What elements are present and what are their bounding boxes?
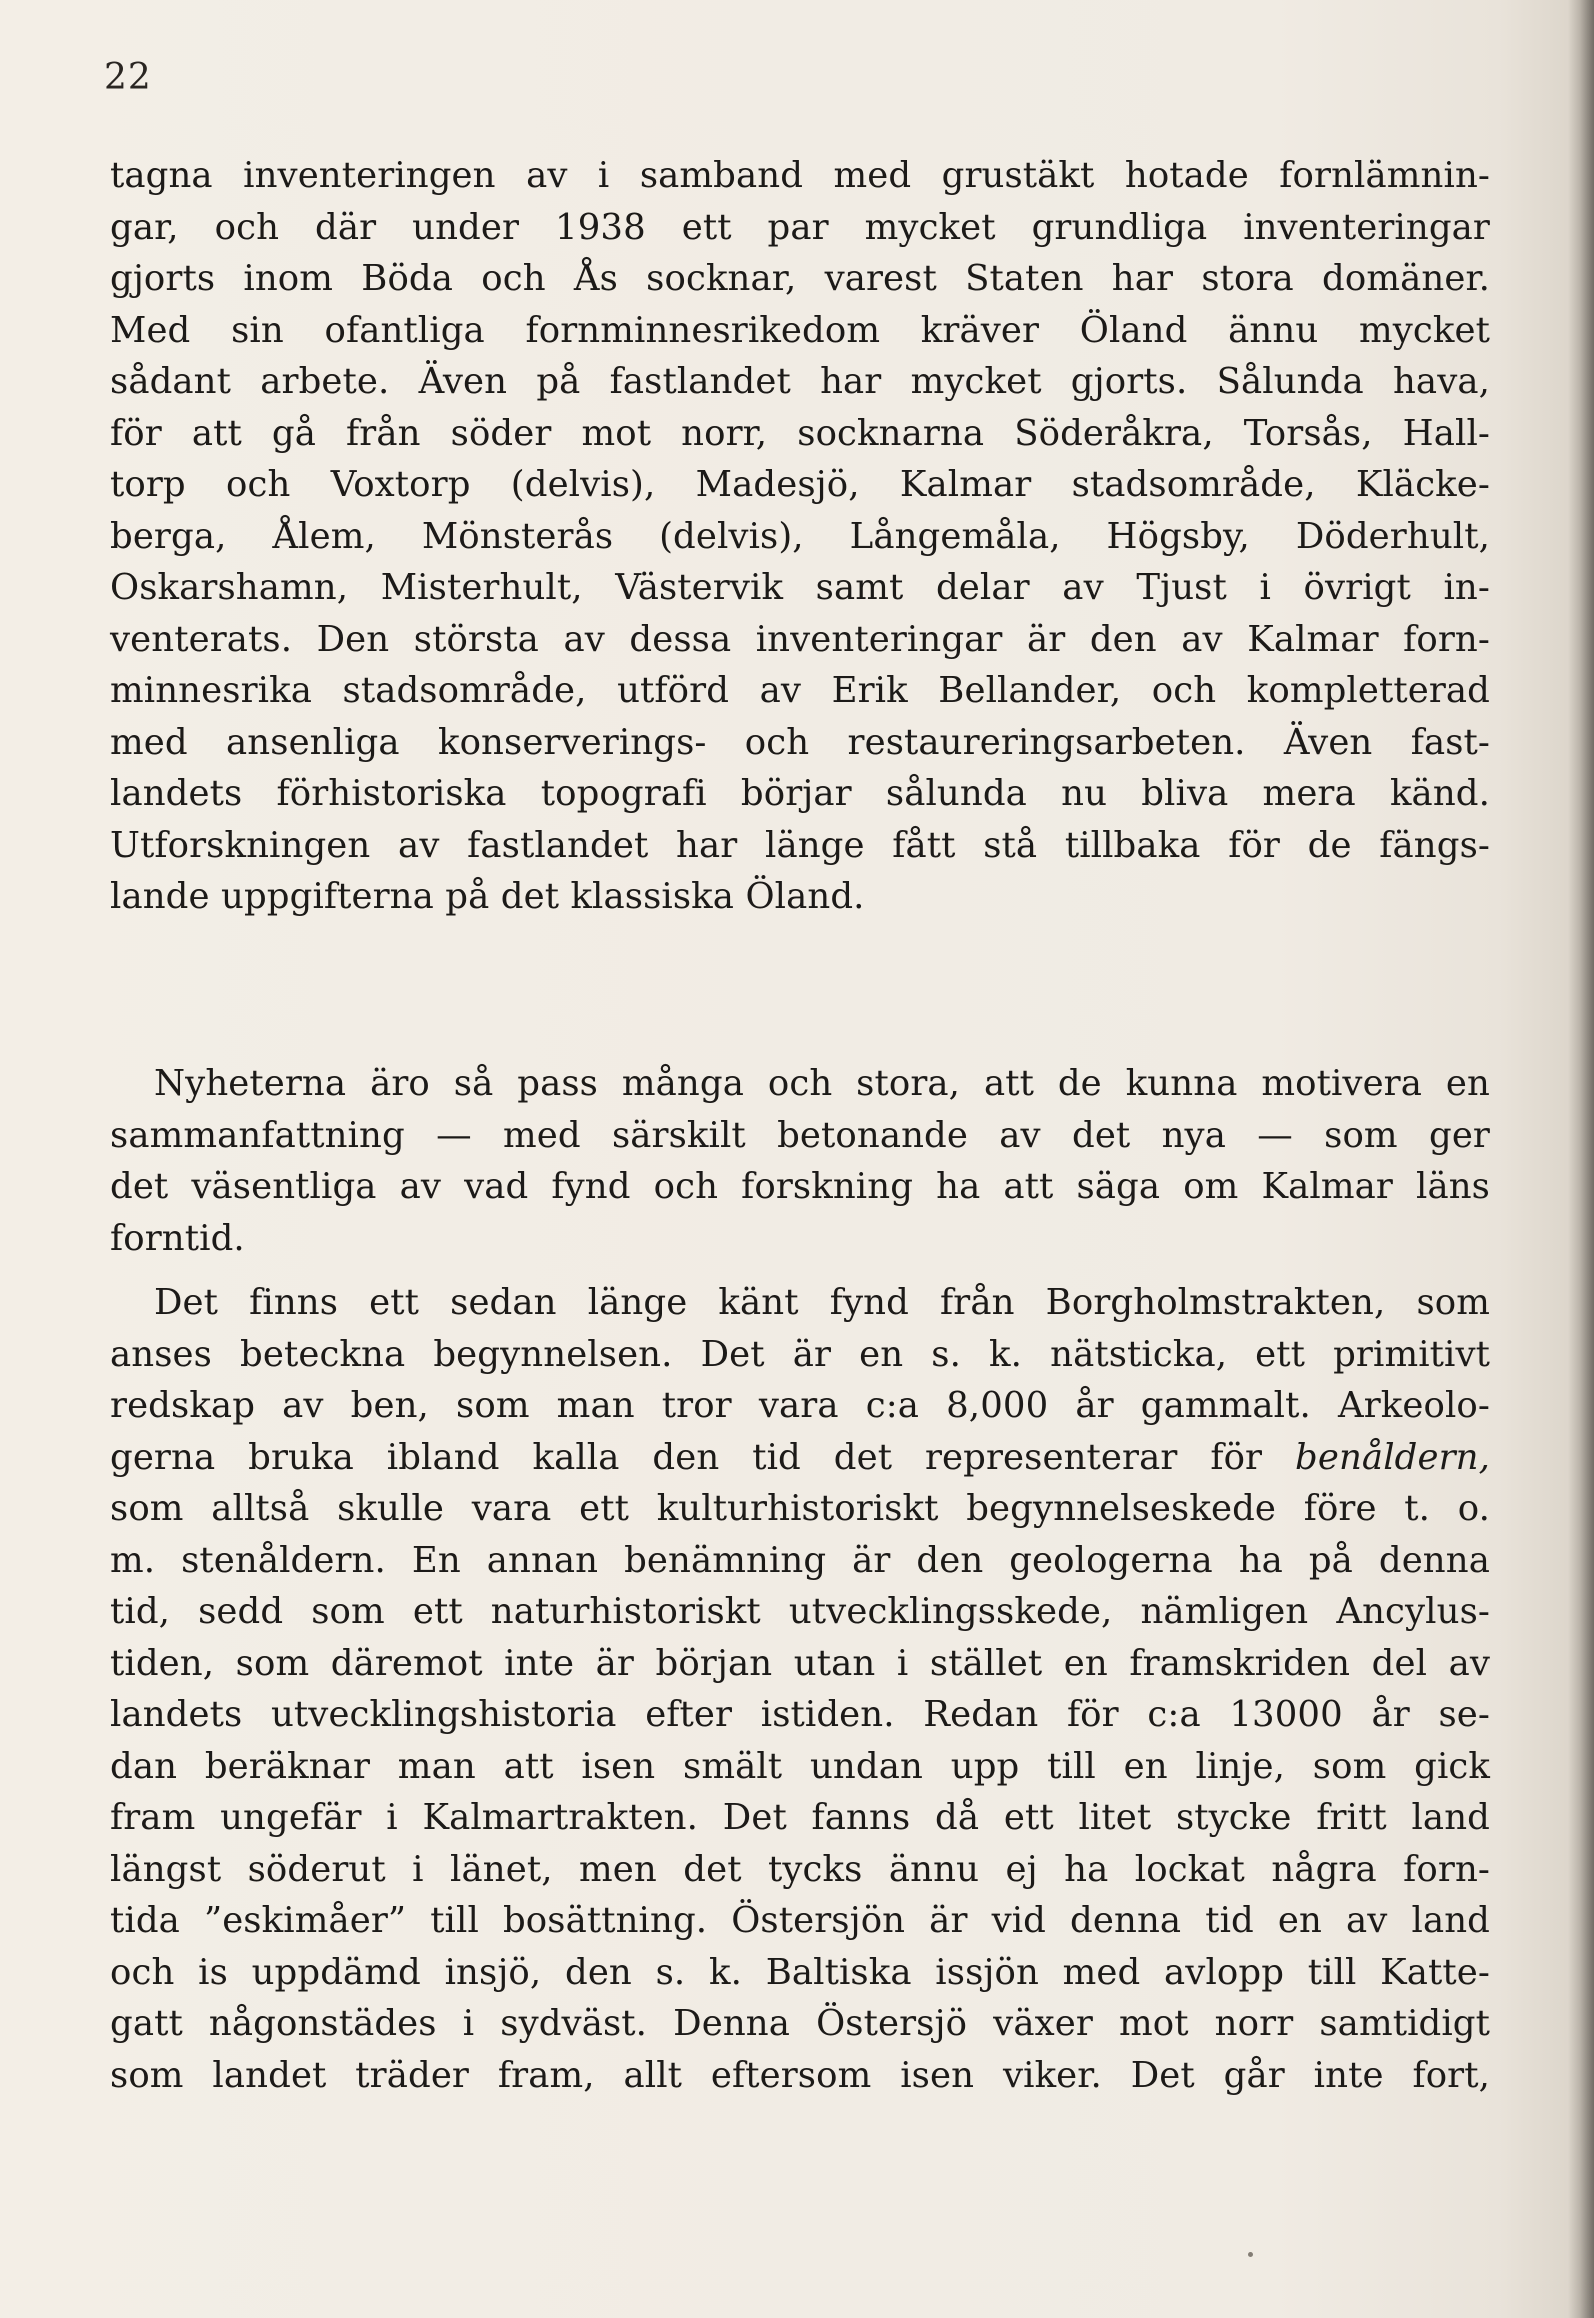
text-line: och is uppdämd insjö, den s. k. Baltiska issjön med avlopp till Katte-: [110, 1951, 1490, 1993]
text-line-with-italic: [110, 1432, 1490, 1484]
text-line: landets förhistoriska topografi börjar sålunda nu bliva mera känd.: [110, 773, 1490, 814]
text-line: tida ”eskimåer” till bosättning. Östersjön är vid denna tid en av land: [110, 1900, 1490, 1941]
text-line: berga, Ålem, Mönsterås (delvis), Långemåla, Högsby, Döderhult,: [110, 515, 1490, 557]
text-line: fram ungefär i Kalmartrakten. Det fanns då ett litet stycke fritt land: [110, 1797, 1490, 1838]
text-line: längst söderut i länet, men det tycks ännu ej ha lockat några forn-: [110, 1848, 1490, 1890]
text-line: forntid.: [110, 1217, 245, 1259]
text-line: minnesrika stadsområde, utförd av Erik Bellander, och kompletterad: [110, 670, 1490, 711]
text-line: Nyheterna äro så pass många och stora, att de kunna motivera en: [154, 1063, 1490, 1104]
text-line: redskap av ben, som man tror vara c:a 8,000 år gammalt. Arkeolo-: [110, 1385, 1490, 1426]
paragraph-2: [110, 1058, 1490, 1264]
binding-shadow: [1568, 0, 1594, 2318]
text-line: lande uppgifterna på det klassiska Öland.: [110, 876, 865, 917]
text-line: som landet träder fram, allt eftersom isen viker. Det går inte fort,: [110, 2054, 1490, 2096]
text-line: torp och Voxtorp (delvis), Madesjö, Kalmar stadsområde, Kläcke-: [110, 464, 1490, 505]
text-line: sådant arbete. Även på fastlandet har mycket gjorts. Sålunda hava,: [110, 361, 1490, 402]
text-line: tagna inventeringen av i samband med grustäkt hotade fornlämnin-: [110, 155, 1490, 196]
text-line: anses beteckna begynnelsen. Det är en s. k. nätsticka, ett primitivt: [110, 1333, 1490, 1375]
text-line: för att gå från söder mot norr, socknarna Söderåkra, Torsås, Hall-: [110, 412, 1490, 454]
text-line: tid, sedd som ett naturhistoriskt utvecklingsskede, nämligen Ancylus-: [110, 1591, 1490, 1632]
text-line: tiden, som däremot inte är början utan i stället en framskriden del av: [110, 1642, 1490, 1684]
text-line: Oskarshamn, Misterhult, Västervik samt delar av Tjust i övrigt in-: [110, 567, 1490, 608]
text-line: gatt någonstädes i sydväst. Denna Östersjö växer mot norr samtidigt: [110, 2003, 1490, 2044]
paper-speck: [1248, 2252, 1253, 2257]
text-span: gerna bruka ibland kalla den tid det representerar för: [110, 1436, 1296, 1478]
text-line: gar, och där under 1938 ett par mycket grundliga inventeringar: [110, 206, 1490, 248]
text-line: Utforskningen av fastlandet har länge fått stå tillbaka för de fängs-: [110, 824, 1490, 866]
text-line: landets utvecklingshistoria efter istiden. Redan för c:a 13000 år se-: [110, 1694, 1490, 1735]
text-line: med ansenliga konserverings- och restaureringsarbeten. Även fast-: [110, 721, 1490, 763]
text-line: dan beräknar man att isen smält undan upp till en linje, som gick: [110, 1745, 1490, 1787]
page-number: 22: [104, 57, 152, 98]
text-line: Det finns ett sedan länge känt fynd från Borgholmstrakten, som: [154, 1282, 1490, 1323]
text-line: gjorts inom Böda och Ås socknar, varest Staten har stora domäner.: [110, 258, 1490, 299]
paragraph-1: [110, 150, 1490, 923]
text-line: som alltså skulle vara ett kulturhistoriskt begynnelseskede före t. o.: [110, 1488, 1490, 1529]
italic-term: benåldern,: [1295, 1436, 1490, 1478]
text-line: m. stenåldern. En annan benämning är den geologerna ha på denna: [110, 1539, 1490, 1581]
text-line: det väsentliga av vad fynd och forskning ha att säga om Kalmar läns: [110, 1166, 1490, 1207]
text-line: Med sin ofantliga fornminnesrikedom kräver Öland ännu mycket: [110, 309, 1490, 351]
text-line: venterats. Den största av dessa inventeringar är den av Kalmar forn-: [110, 618, 1490, 660]
text-line: sammanfattning — med särskilt betonande av det nya — som ger: [110, 1114, 1490, 1156]
paragraph-3: [110, 1277, 1490, 2101]
